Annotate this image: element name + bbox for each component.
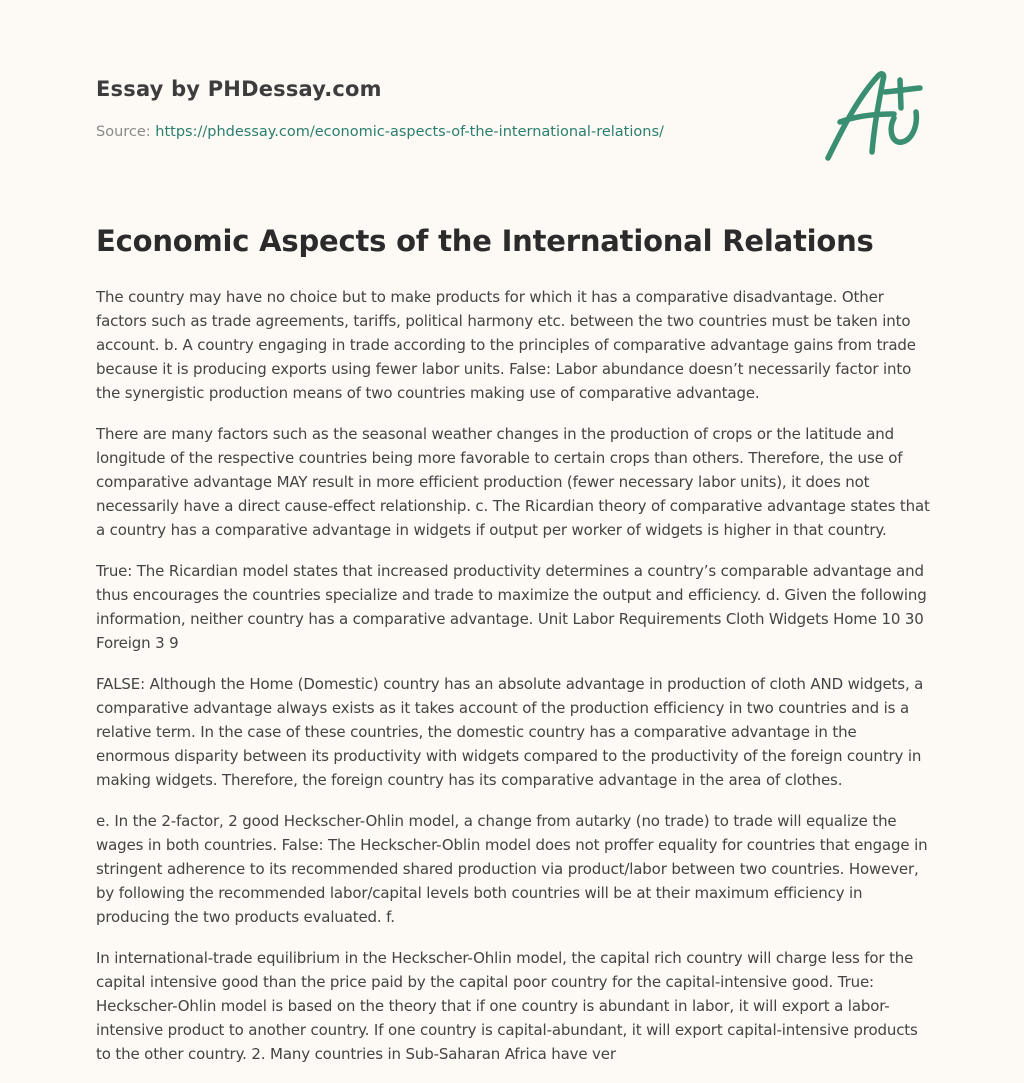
essay-title: Economic Aspects of the International Relations	[96, 224, 874, 258]
essay-paragraph: FALSE: Although the Home (Domestic) country has an absolute advantage in production of cloth AND widgets, a comparative advantage always exists as it takes account of the production efficiency in two countries and is a relative term. In the case of these countries, the domestic country has a comparative advantage in the enormous disparity between its productivity with widgets compared to the productivity of the foreign country in making widgets. Therefore, the foreign country has its comparative advantage in the area of clothes.	[96, 675, 924, 789]
essay-paragraph: There are many factors such as the seasonal weather changes in the production of crops or the latitude and longitude of the respective countries being more favorable to certain crops than others. Therefore, the use of comparative advantage MAY result in more efficient production (fewer necessary labor units), it does not necessarily have a direct cause-effect relationship. c. The Ricardian theory of comparative advantage states that a country has a comparative advantage in widgets if output per worker of widgets is higher in that country.	[96, 425, 930, 539]
source-link[interactable]: https://phdessay.com/economic-aspects-of-the-international-relations/	[155, 124, 664, 140]
essay-paragraph: e. In the 2-factor, 2 good Heckscher-Ohlin model, a change from autarky (no trade) to trade will equalize the wages in both countries. False: The Heckscher-Oblin model does not proffer equality for countries that engage in stringent adherence to its recommended shared production via product/labor between two countries. However, by following the recommended labor/capital levels both countries will be at their maximum efficiency in producing the two products evaluated. f.	[96, 812, 928, 926]
source-line	[96, 124, 664, 140]
source-label: Source:	[96, 124, 156, 140]
a-plus-grade-icon	[822, 64, 928, 168]
page-header	[96, 0, 928, 200]
essay-body	[96, 285, 932, 1083]
essay-paragraph: True: The Ricardian model states that increased productivity determines a country’s comparable advantage and thus encourages the countries specialize and trade to maximize the output and efficiency. d. Given the following information, neither country has a comparative advantage. Unit Labor Requirements Cloth Widgets Home 10 30 Foreign 3 9	[96, 562, 927, 652]
essay-paragraph: In international-trade equilibrium in the Heckscher-Ohlin model, the capital rich country will charge less for the capital intensive good than the price paid by the capital poor country for the capital-intensive good. True: Heckscher-Ohlin model is based on the theory that if one country is abundant in labor, it will export a labor-intensive product to another country. If one country is capital-abundant, it will export capital-intensive products to the other country. 2. Many countries in Sub-Saharan Africa have ver	[96, 949, 918, 1063]
essay-paragraph: The country may have no choice but to make products for which it has a comparative disadvantage. Other factors such as trade agreements, tariffs, political harmony etc. between the two countries must be taken into account. b. A country engaging in trade according to the principles of comparative advantage gains from trade because it is producing exports using fewer labor units. False: Labor abundance doesn’t necessarily factor into the synergistic production means of two countries making use of comparative advantage.	[96, 288, 916, 402]
site-title: Essay by PHDessay.com	[96, 77, 382, 101]
